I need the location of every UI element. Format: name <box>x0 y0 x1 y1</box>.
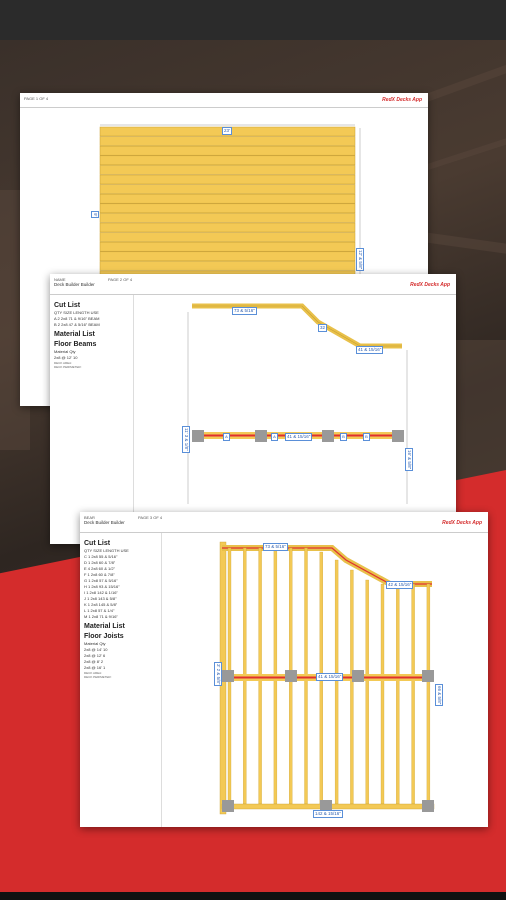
brand-logo: RedX Decks App <box>442 520 482 526</box>
floor-beams-title: Floor Beams <box>54 341 97 348</box>
dim-right-top: 42 & 15/16" <box>388 582 412 587</box>
deck-board <box>100 156 355 165</box>
dim-top: 73 & 5/16" <box>265 544 286 549</box>
material-row: 2x8 @ 12' 10 <box>54 355 78 360</box>
dim-right: 66 & 5/8" <box>437 686 442 705</box>
cut-row: F 1 2x8 60 & 7/8" <box>84 572 115 577</box>
dim-top: 23' <box>224 128 230 133</box>
material-row: 2x8 @ 8' 2 <box>84 659 104 664</box>
deck-perimeter: DECK PERIMETER: <box>84 675 112 679</box>
page-label: PAGE 2 OF 4 <box>108 277 133 282</box>
material-row: 2x8 @ 16' 1 <box>84 665 106 670</box>
dim-top: 73 & 5/16" <box>234 308 255 313</box>
app-title: Deck Builder Builder <box>54 282 95 287</box>
header-small: BEAR <box>84 515 95 520</box>
cut-row: B 2 2x8 47 & 5/16" BEAM <box>54 322 100 327</box>
floor-joist <box>335 560 338 804</box>
floor-joist <box>396 584 399 804</box>
material-row: 2x8 @ 12' 6 <box>84 653 106 658</box>
cut-row: C 1 2x8 55 & 5/16" <box>84 554 118 559</box>
deck-board <box>100 261 355 270</box>
brand-logo: RedX Decks App <box>410 282 450 288</box>
header-small: NAME <box>54 277 66 282</box>
cut-row: A 2 2x8 71 & 9/16" BEAM <box>54 316 100 321</box>
beam-marker-b: B <box>363 433 370 441</box>
deck-board <box>100 194 355 203</box>
deck-perimeter: DECK PERIMETER: <box>54 365 82 369</box>
material-header: Material Qty <box>54 349 76 354</box>
cut-row: G 1 2x8 57 & 5/16" <box>84 578 118 583</box>
joist-plan-drawing <box>80 512 488 827</box>
bottom-strip <box>0 892 506 900</box>
cut-list-header: QTY SIZE LENGTH USE <box>54 310 99 315</box>
floor-joist <box>366 580 369 804</box>
material-header: Material Qty <box>84 641 106 646</box>
floor-joists-title: Floor Joists <box>84 633 124 640</box>
beam-marker-b: B <box>340 433 347 441</box>
app-title: Deck Builder Builder <box>84 520 125 525</box>
dim-left: 11' 3 & 1/8" <box>184 428 189 451</box>
material-list-title: Material List <box>54 331 95 338</box>
deck-board <box>100 146 355 155</box>
floor-joist <box>381 584 384 804</box>
deck-board <box>100 165 355 174</box>
dim-diagonal: 32 <box>320 325 326 330</box>
page-label: PAGE 1 OF 4 <box>24 96 49 101</box>
deck-board <box>100 223 355 232</box>
deck-board <box>100 185 355 194</box>
cut-row: M 1 2x8 71 & 9/16" <box>84 614 118 619</box>
floor-joist <box>427 584 430 804</box>
deck-board <box>100 175 355 184</box>
dim-left: 9' <box>93 213 98 217</box>
beam-marker-a: A <box>271 433 278 441</box>
dim-right: 12' & 5/8" <box>358 250 363 270</box>
dim-beam: 41 & 15/16" <box>318 674 342 679</box>
material-list-title: Material List <box>84 623 125 630</box>
page-label: PAGE 3 OF 4 <box>138 515 163 520</box>
cut-row: J 1 2x8 143 & 5/8" <box>84 596 117 601</box>
deck-board <box>100 242 355 251</box>
dim-bottom: 142 & 15/16" <box>315 811 341 816</box>
cut-row: K 1 2x8 145 & 5/8" <box>84 602 118 607</box>
deck-board <box>100 204 355 213</box>
deck-board <box>100 233 355 242</box>
floor-joist <box>350 570 353 804</box>
dim-right-top: 41 & 15/16" <box>358 347 382 352</box>
cut-list-title: Cut List <box>54 302 81 309</box>
plan-page-2 <box>50 274 456 544</box>
cut-row: H 1 2x8 93 & 15/16" <box>84 584 120 589</box>
material-row: 2x8 @ 14' 10 <box>84 647 108 652</box>
deck-board <box>100 137 355 146</box>
dim-beam: 41 & 15/16" <box>287 434 311 439</box>
dim-right: 16' & 5/8" <box>407 450 412 470</box>
cut-list-title: Cut List <box>84 540 111 547</box>
cut-row: I 1 2x8 142 & 1/16" <box>84 590 118 595</box>
deck-board <box>100 213 355 222</box>
beam-marker-a: A <box>223 433 230 441</box>
deck-area: DECK AREA: <box>54 361 73 365</box>
dim-left: 3' 2 & 5/8" <box>216 664 221 685</box>
floor-joist <box>412 584 415 804</box>
plan-page-3 <box>80 512 488 827</box>
brand-logo: RedX Decks App <box>382 97 422 103</box>
cut-row: E 4 2x8 60 & 1/2" <box>84 566 115 571</box>
deck-area: DECK AREA: <box>84 671 103 675</box>
cut-row: D 1 2x8 60 & 7/8" <box>84 560 116 565</box>
cut-row: L 1 2x8 57 & 1/4" <box>84 608 115 613</box>
cut-list-header: QTY SIZE LENGTH USE <box>84 548 129 553</box>
deck-board <box>100 252 355 261</box>
